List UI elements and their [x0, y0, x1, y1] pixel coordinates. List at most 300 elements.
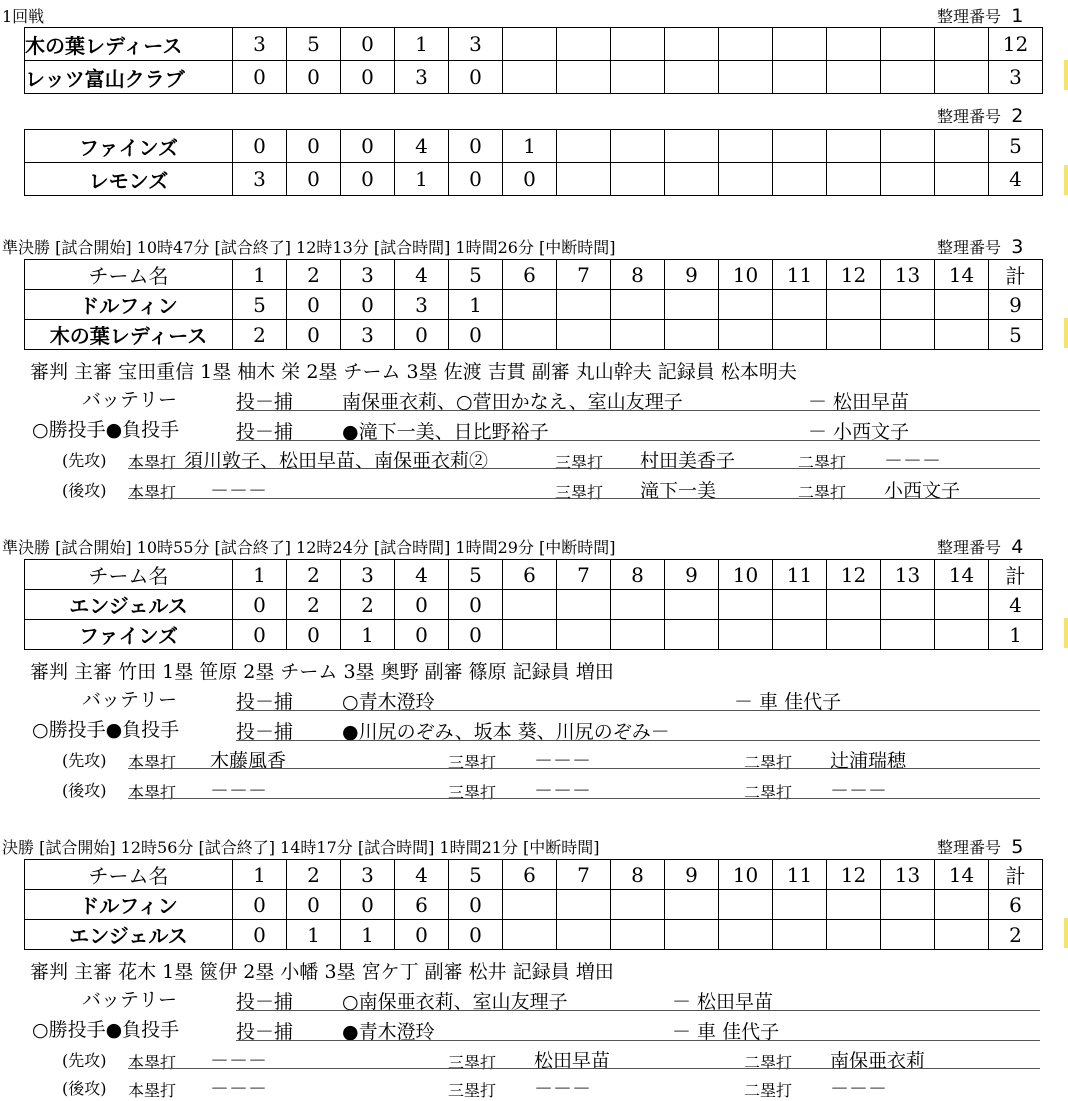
inning-score: 0 [287, 320, 341, 350]
battery-label: バッテリー [82, 389, 178, 411]
team-row [25, 163, 1043, 196]
tr-label: 三塁打 [448, 1081, 497, 1100]
inning-score: 0 [449, 130, 503, 163]
inning-score [827, 320, 881, 350]
team-name: エンジェルス [25, 590, 233, 620]
inning-score [665, 130, 719, 163]
inning-score [557, 890, 611, 920]
inning-header: 4 [395, 260, 449, 290]
inning-header: 12 [827, 560, 881, 590]
team-name: エンジェルス [25, 920, 233, 950]
inning-score [557, 61, 611, 94]
inning-score [665, 28, 719, 61]
total-score: 4 [989, 590, 1043, 620]
first-label: (先攻) [62, 1051, 107, 1070]
inning-header: 13 [881, 860, 935, 890]
second-hr: －－－ [210, 1078, 268, 1100]
first-hr: －－－ [210, 1050, 268, 1072]
inning-score [881, 163, 935, 196]
hr-label: 本塁打 [128, 1081, 177, 1100]
inning-header: 11 [773, 560, 827, 590]
losing-catcher: － 車 佳代子 [672, 1021, 780, 1043]
inning-score: 2 [341, 590, 395, 620]
inning-score: 5 [287, 28, 341, 61]
inning-header: 8 [611, 560, 665, 590]
inning-score: 4 [395, 130, 449, 163]
first-label: (先攻) [62, 751, 107, 770]
inning-score: 0 [233, 130, 287, 163]
inning-score: 1 [449, 290, 503, 320]
inning-header: 6 [503, 860, 557, 890]
losing-battery: ●滝下一美、日比野裕子 [342, 421, 549, 443]
total-score: 9 [989, 290, 1043, 320]
inning-score [611, 320, 665, 350]
inning-score: 5 [233, 290, 287, 320]
inning-score [881, 61, 935, 94]
team-name: 木の葉レディース [25, 320, 233, 350]
inning-score [935, 920, 989, 950]
inning-score: 0 [233, 590, 287, 620]
inning-score [773, 61, 827, 94]
inning-header: 7 [557, 260, 611, 290]
inning-header: 8 [611, 860, 665, 890]
round-label: 1回戦 [2, 7, 45, 26]
winning-battery: 南保亜衣莉、○菅田かなえ、室山友理子 [342, 391, 683, 413]
wl-label: ○勝投手●負投手 [32, 419, 180, 441]
inning-score [611, 163, 665, 196]
team-row [25, 590, 1043, 620]
total-score: 3 [989, 61, 1043, 94]
inning-score: 3 [449, 28, 503, 61]
db-label: 二塁打 [798, 483, 847, 502]
margin-marker [1064, 918, 1068, 948]
inning-score: 0 [449, 320, 503, 350]
inning-score: 0 [395, 590, 449, 620]
inning-header: 3 [341, 560, 395, 590]
inning-header: 5 [449, 260, 503, 290]
first-label: (先攻) [62, 451, 107, 470]
inning-score: 1 [395, 163, 449, 196]
inning-header: 2 [287, 860, 341, 890]
inning-header: 6 [503, 560, 557, 590]
inning-score: 0 [449, 890, 503, 920]
inning-score [881, 320, 935, 350]
inning-header: 7 [557, 560, 611, 590]
inning-score [773, 320, 827, 350]
inning-score [935, 620, 989, 650]
second-label: (後攻) [62, 1079, 107, 1098]
inning-score [665, 290, 719, 320]
pc-label: 投－捕 [236, 721, 294, 743]
inning-score [881, 890, 935, 920]
inning-header: 12 [827, 860, 881, 890]
second-label: (後攻) [62, 781, 107, 800]
team-name: ドルフィン [25, 290, 233, 320]
total-score: 6 [989, 890, 1043, 920]
inning-score: 0 [233, 890, 287, 920]
inning-header: 4 [395, 560, 449, 590]
inning-score [503, 620, 557, 650]
umpires-line: 審判 主審 竹田 1塁 笹原 2塁 チーム 3塁 奥野 副審 篠原 記録員 増田 [30, 661, 614, 683]
inning-score [665, 890, 719, 920]
team-name: ドルフィン [25, 890, 233, 920]
battery-label: バッテリー [82, 689, 178, 711]
scoreboard-game5 [24, 859, 1043, 950]
inning-score [827, 920, 881, 950]
inning-score: 0 [449, 620, 503, 650]
seq-label: 整理番号 2 [937, 105, 1024, 127]
team-row [25, 320, 1043, 350]
inning-header: 6 [503, 260, 557, 290]
inning-score [611, 890, 665, 920]
inning-score: 0 [395, 620, 449, 650]
inning-score [881, 920, 935, 950]
tr-label: 三塁打 [448, 783, 497, 802]
total-score: 2 [989, 920, 1043, 950]
inning-header: 4 [395, 860, 449, 890]
inning-score [719, 290, 773, 320]
db-label: 二塁打 [798, 453, 847, 472]
inning-score [827, 163, 881, 196]
inning-header: 10 [719, 260, 773, 290]
total-score: 5 [989, 320, 1043, 350]
game-title: 決勝 [試合開始] 12時56分 [試合終了] 14時17分 [試合時間] 1時間21分 [中断時間] [2, 838, 600, 857]
scoreboard-game2 [24, 129, 1043, 196]
second-db: －－－ [830, 780, 888, 802]
inning-score [827, 890, 881, 920]
margin-marker [1064, 165, 1068, 195]
inning-score [881, 28, 935, 61]
db-label: 二塁打 [744, 1081, 793, 1100]
inning-score [665, 620, 719, 650]
team-name: ファインズ [25, 130, 233, 163]
winning-battery: ○青木澄玲 [342, 691, 435, 713]
inning-header: 9 [665, 260, 719, 290]
inning-header: 10 [719, 860, 773, 890]
inning-header: 13 [881, 260, 935, 290]
inning-score: 0 [341, 163, 395, 196]
team-row [25, 920, 1043, 950]
inning-score [503, 590, 557, 620]
inning-score [503, 320, 557, 350]
hr-label: 本塁打 [128, 1053, 177, 1072]
inning-score: 1 [503, 130, 557, 163]
second-tr: 滝下一美 [640, 480, 717, 502]
inning-score [557, 290, 611, 320]
inning-score: 0 [233, 61, 287, 94]
second-label: (後攻) [62, 481, 107, 500]
inning-score [665, 320, 719, 350]
inning-score [557, 130, 611, 163]
team-row [25, 290, 1043, 320]
inning-score [611, 920, 665, 950]
umpires-line: 審判 主審 花木 1塁 篋伊 2塁 小幡 3塁 宮ケ丁 副審 松井 記録員 増田 [30, 961, 614, 983]
scoreboard-game4 [24, 559, 1043, 650]
inning-score: 0 [341, 290, 395, 320]
inning-score [827, 61, 881, 94]
team-name: ファインズ [25, 620, 233, 650]
second-hr: －－－ [210, 780, 268, 802]
hr-label: 本塁打 [128, 783, 177, 802]
inning-score [773, 590, 827, 620]
team-name-header: チーム名 [25, 260, 233, 290]
inning-score [719, 28, 773, 61]
inning-header: 7 [557, 860, 611, 890]
inning-score [719, 920, 773, 950]
inning-score [719, 890, 773, 920]
battery-label: バッテリー [82, 989, 178, 1011]
inning-score [503, 28, 557, 61]
first-tr: －－－ [534, 750, 592, 772]
inning-score: 0 [233, 920, 287, 950]
tr-label: 三塁打 [555, 483, 604, 502]
inning-score [719, 163, 773, 196]
inning-score: 0 [341, 28, 395, 61]
losing-battery: ●青木澄玲 [342, 1021, 435, 1043]
team-name: 木の葉レディース [25, 28, 233, 61]
pc-label: 投－捕 [236, 991, 294, 1013]
inning-score [557, 320, 611, 350]
inning-score: 0 [287, 130, 341, 163]
inning-score: 1 [287, 920, 341, 950]
inning-score [773, 920, 827, 950]
tr-label: 三塁打 [448, 1053, 497, 1072]
inning-score [503, 61, 557, 94]
header-row [25, 860, 1043, 890]
first-hr: 木藤風香 [210, 750, 287, 772]
inning-score: 0 [449, 590, 503, 620]
header-row [25, 560, 1043, 590]
inning-score [935, 28, 989, 61]
inning-score [935, 61, 989, 94]
inning-score [773, 620, 827, 650]
winning-catcher: － 車 佳代子 [734, 691, 842, 713]
pc-label: 投－捕 [236, 421, 294, 443]
inning-header: 1 [233, 560, 287, 590]
inning-score: 3 [395, 61, 449, 94]
inning-score [611, 28, 665, 61]
first-db: 南保亜衣莉 [830, 1050, 926, 1072]
team-name: レッツ富山クラブ [25, 61, 233, 94]
inning-score [503, 890, 557, 920]
inning-score [881, 620, 935, 650]
losing-catcher: － 小西文子 [808, 421, 910, 443]
umpires-line: 審判 主審 宝田重信 1塁 柚木 栄 2塁 チーム 3塁 佐渡 吉貫 副審 丸山幹夫 記録員 松本明夫 [30, 361, 797, 383]
inning-header: 11 [773, 860, 827, 890]
inning-score: 0 [395, 320, 449, 350]
losing-battery: ●川尻のぞみ、坂本 葵、川尻のぞみ－ [342, 721, 670, 743]
team-row [25, 28, 1043, 61]
inning-score: 0 [503, 163, 557, 196]
pc-label: 投－捕 [236, 1021, 294, 1043]
team-row [25, 130, 1043, 163]
inning-score: 0 [449, 61, 503, 94]
total-score: 1 [989, 620, 1043, 650]
team-name-header: チーム名 [25, 560, 233, 590]
inning-score [557, 28, 611, 61]
inning-score: 0 [449, 920, 503, 950]
inning-score [665, 61, 719, 94]
inning-header: 9 [665, 860, 719, 890]
inning-score: 2 [233, 320, 287, 350]
inning-score [611, 61, 665, 94]
inning-header: 3 [341, 860, 395, 890]
inning-score: 0 [233, 620, 287, 650]
wl-label: ○勝投手●負投手 [32, 719, 180, 741]
inning-score: 0 [287, 290, 341, 320]
inning-score [773, 28, 827, 61]
total-header: 計 [989, 260, 1043, 290]
scoreboard-game3 [24, 259, 1043, 350]
inning-score: 0 [287, 890, 341, 920]
inning-score: 2 [287, 590, 341, 620]
inning-score [827, 620, 881, 650]
inning-score: 3 [233, 28, 287, 61]
inning-score [827, 28, 881, 61]
inning-score: 6 [395, 890, 449, 920]
inning-score [881, 590, 935, 620]
winning-catcher: － 松田早苗 [808, 391, 910, 413]
inning-score [557, 590, 611, 620]
total-score: 4 [989, 163, 1043, 196]
inning-header: 12 [827, 260, 881, 290]
inning-score [773, 890, 827, 920]
inning-header: 2 [287, 560, 341, 590]
inning-header: 3 [341, 260, 395, 290]
inning-header: 2 [287, 260, 341, 290]
inning-score [881, 290, 935, 320]
team-row [25, 890, 1043, 920]
header-row [25, 260, 1043, 290]
inning-score: 1 [341, 920, 395, 950]
inning-header: 14 [935, 860, 989, 890]
seq-label: 整理番号 4 [937, 536, 1024, 558]
inning-score [557, 163, 611, 196]
inning-score [611, 290, 665, 320]
first-db: 辻浦瑞穂 [830, 750, 907, 772]
inning-score [503, 290, 557, 320]
seq-label: 整理番号 5 [937, 836, 1024, 858]
team-row [25, 61, 1043, 94]
margin-marker [1064, 60, 1068, 90]
inning-score: 0 [287, 620, 341, 650]
inning-score [881, 130, 935, 163]
inning-header: 8 [611, 260, 665, 290]
tr-label: 三塁打 [555, 453, 604, 472]
second-tr: －－－ [534, 780, 592, 802]
inning-score: 3 [233, 163, 287, 196]
inning-header: 14 [935, 560, 989, 590]
seq-label: 整理番号 3 [937, 236, 1024, 258]
total-score: 5 [989, 130, 1043, 163]
margin-marker [1064, 318, 1068, 348]
inning-score [935, 163, 989, 196]
inning-header: 5 [449, 860, 503, 890]
inning-score [665, 163, 719, 196]
scoreboard-game1 [24, 27, 1043, 94]
team-name-header: チーム名 [25, 860, 233, 890]
inning-score [611, 620, 665, 650]
inning-score [719, 590, 773, 620]
inning-header: 10 [719, 560, 773, 590]
inning-score [665, 590, 719, 620]
inning-score: 0 [341, 890, 395, 920]
first-tr: 松田早苗 [534, 1050, 611, 1072]
inning-header: 5 [449, 560, 503, 590]
winning-battery: ○南保亜衣莉、室山友理子 [342, 991, 568, 1013]
inning-score [773, 290, 827, 320]
first-db: －－－ [884, 450, 942, 472]
inning-header: 13 [881, 560, 935, 590]
seq-label: 整理番号 1 [937, 5, 1024, 27]
inning-header: 1 [233, 260, 287, 290]
inning-score [719, 61, 773, 94]
total-header: 計 [989, 860, 1043, 890]
team-row [25, 620, 1043, 650]
pc-label: 投－捕 [236, 391, 294, 413]
inning-score [611, 590, 665, 620]
db-label: 二塁打 [744, 783, 793, 802]
inning-score: 1 [395, 28, 449, 61]
inning-score [935, 590, 989, 620]
team-name: レモンズ [25, 163, 233, 196]
inning-score [935, 320, 989, 350]
second-db: －－－ [830, 1078, 888, 1100]
game-title: 準決勝 [試合開始] 10時55分 [試合終了] 12時24分 [試合時間] 1時間29分 [中断時間] [2, 538, 616, 557]
inning-score [665, 920, 719, 950]
inning-score [719, 320, 773, 350]
inning-score: 1 [341, 620, 395, 650]
inning-score [557, 620, 611, 650]
inning-header: 9 [665, 560, 719, 590]
inning-score [557, 920, 611, 950]
inning-score: 0 [341, 130, 395, 163]
total-score: 12 [989, 28, 1043, 61]
db-label: 二塁打 [744, 1053, 793, 1072]
inning-score [827, 590, 881, 620]
inning-score: 0 [341, 61, 395, 94]
inning-score [503, 920, 557, 950]
inning-score: 0 [449, 163, 503, 196]
inning-score [827, 290, 881, 320]
hr-label: 本塁打 [128, 753, 177, 772]
inning-header: 14 [935, 260, 989, 290]
hr-label: 本塁打 [128, 453, 177, 472]
total-header: 計 [989, 560, 1043, 590]
first-tr: 村田美香子 [640, 450, 736, 472]
inning-score: 0 [287, 163, 341, 196]
second-hr: －－－ [210, 480, 268, 502]
game-title: 準決勝 [試合開始] 10時47分 [試合終了] 12時13分 [試合時間] 1時間26分 [中断時間] [2, 238, 616, 257]
inning-score: 3 [341, 320, 395, 350]
inning-score [611, 130, 665, 163]
wl-label: ○勝投手●負投手 [32, 1019, 180, 1041]
db-label: 二塁打 [744, 753, 793, 772]
inning-score [719, 620, 773, 650]
inning-score: 3 [395, 290, 449, 320]
inning-score [827, 130, 881, 163]
second-db: 小西文子 [884, 480, 961, 502]
inning-score [773, 130, 827, 163]
first-hr: 須川敦子、松田早苗、南保亜衣莉② [184, 450, 489, 472]
inning-score [935, 130, 989, 163]
inning-header: 1 [233, 860, 287, 890]
inning-header: 11 [773, 260, 827, 290]
inning-score [719, 130, 773, 163]
winning-catcher: － 松田早苗 [672, 991, 774, 1013]
pc-label: 投－捕 [236, 691, 294, 713]
margin-marker [1064, 618, 1068, 648]
